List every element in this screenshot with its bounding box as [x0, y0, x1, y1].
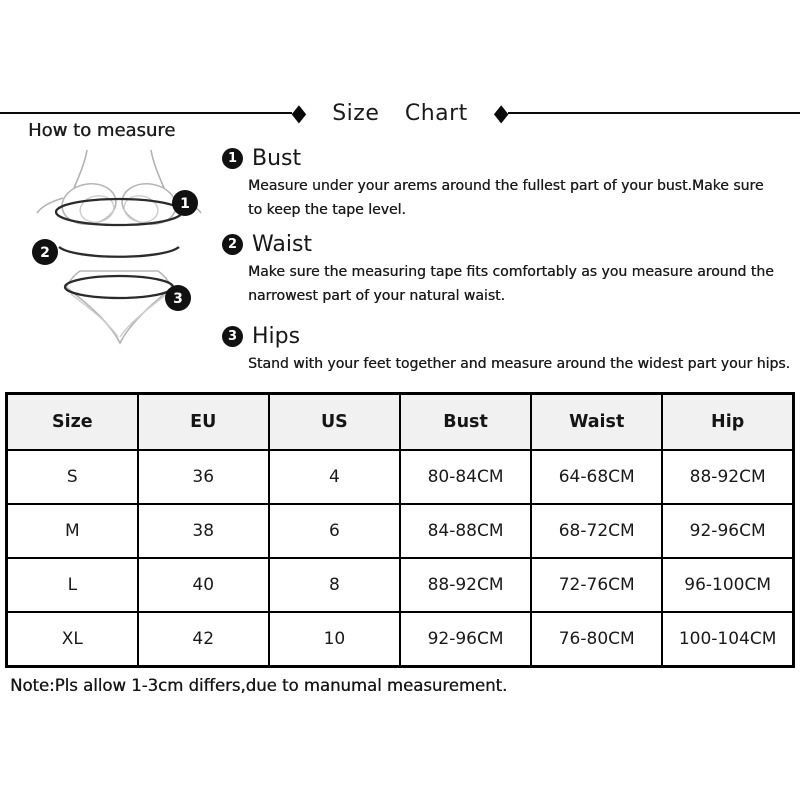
- how-to-measure-heading: How to measure: [28, 120, 176, 141]
- cell-bust: 92-96CM: [400, 612, 531, 667]
- table-row: [7, 450, 794, 504]
- cell-size: L: [7, 558, 138, 612]
- cell-size: S: [7, 450, 138, 504]
- cell-hip: 96-100CM: [662, 558, 793, 612]
- bra-strap-right: [151, 150, 164, 188]
- bust-number-badge: 1: [222, 148, 243, 169]
- bust-heading: [248, 144, 792, 172]
- hips-instructions: [248, 352, 792, 376]
- cell-us: 6: [269, 504, 400, 558]
- size-table-header-row: [7, 394, 794, 451]
- cell-waist: 72-76CM: [531, 558, 662, 612]
- column-header-hip: Hip: [662, 394, 793, 451]
- bust-instruction-line: Measure under your arems around the fullest part of your bust.Make sure: [248, 178, 764, 194]
- column-header-bust: Bust: [400, 394, 531, 451]
- section-hips: [222, 322, 792, 376]
- cell-us: 10: [269, 612, 400, 667]
- cell-size: M: [7, 504, 138, 558]
- measurement-diagram: [30, 146, 210, 346]
- column-header-eu: EU: [138, 394, 269, 451]
- cell-hip: 88-92CM: [662, 450, 793, 504]
- waist-heading-text: Waist: [252, 231, 313, 257]
- cell-waist: 76-80CM: [531, 612, 662, 667]
- waist-instructions: [248, 260, 792, 308]
- marker-3-number: 3: [173, 291, 183, 307]
- cell-eu: 38: [138, 504, 269, 558]
- bust-instructions: [248, 174, 792, 222]
- cell-size: XL: [7, 612, 138, 667]
- hips-number-badge: 3: [222, 326, 243, 347]
- diamond-icon: ◆: [291, 98, 307, 127]
- diamond-icon: ◆: [493, 98, 509, 127]
- cell-waist: 64-68CM: [531, 450, 662, 504]
- measure-instructions: [222, 144, 792, 376]
- column-header-waist: Waist: [531, 394, 662, 451]
- cell-waist: 68-72CM: [531, 504, 662, 558]
- waist-number-badge: 2: [222, 234, 243, 255]
- measurement-note: Note:Pls allow 1-3cm differs,due to manumal measurement.: [10, 676, 508, 695]
- hips-heading-text: Hips: [252, 323, 301, 349]
- hips-heading: [248, 322, 792, 350]
- cell-eu: 40: [138, 558, 269, 612]
- title-rule-left: [0, 112, 292, 114]
- marker-1-number: 1: [180, 196, 190, 212]
- title-rule-right: [508, 112, 800, 114]
- cell-us: 4: [269, 450, 400, 504]
- cell-us: 8: [269, 558, 400, 612]
- cell-bust: 84-88CM: [400, 504, 531, 558]
- page-title: Size Chart: [332, 100, 468, 126]
- column-header-us: US: [269, 394, 400, 451]
- bra-strap-left: [74, 150, 87, 188]
- cell-eu: 42: [138, 612, 269, 667]
- cell-bust: 80-84CM: [400, 450, 531, 504]
- hips-instruction-line: Stand with your feet together and measure around the widest part your hips.: [248, 356, 791, 372]
- cell-hip: 92-96CM: [662, 504, 793, 558]
- marker-2-number: 2: [40, 245, 50, 261]
- cell-bust: 88-92CM: [400, 558, 531, 612]
- cell-hip: 100-104CM: [662, 612, 793, 667]
- size-table: [5, 392, 795, 668]
- panty-outline: [66, 271, 172, 343]
- waist-heading: [248, 230, 792, 258]
- bust-heading-text: Bust: [252, 145, 302, 171]
- cell-eu: 36: [138, 450, 269, 504]
- column-header-size: Size: [7, 394, 138, 451]
- table-row: [7, 612, 794, 667]
- section-waist: [222, 230, 792, 308]
- bust-instruction-line: to keep the tape level.: [248, 202, 406, 218]
- table-row: [7, 558, 794, 612]
- waist-instruction-line: narrowest part of your natural waist.: [248, 288, 505, 304]
- table-row: [7, 504, 794, 558]
- section-bust: [222, 144, 792, 222]
- waist-instruction-line: Make sure the measuring tape fits comfortably as you measure around the: [248, 264, 774, 280]
- waist-tape-line: [59, 247, 179, 257]
- bra-wing-left: [37, 198, 63, 213]
